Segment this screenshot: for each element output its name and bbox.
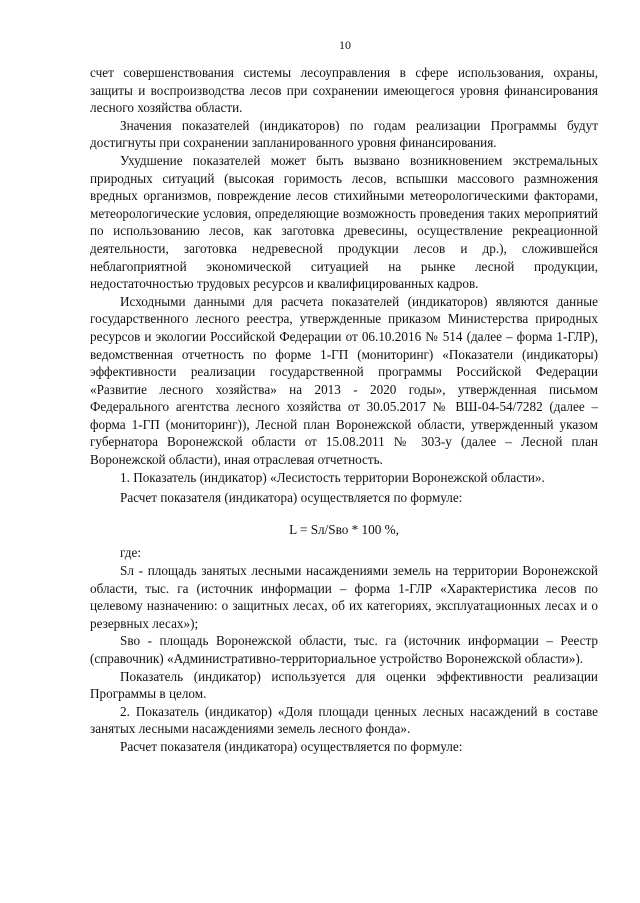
paragraph-indicator-values: Значения показателей (индикаторов) по годам реализации Программы будут достигнуты при сохранении запланированного уровня финансирования.	[90, 117, 598, 151]
definition-s-region: Sво - площадь Воронежской области, тыс. га (источник информации – Реестр (справочник) «Административно-территориальное устройство Воронежской области»).	[90, 633, 598, 666]
page-number: 10	[339, 38, 351, 52]
formula-forest-cover: L = Sл/Sво * 100 %,	[289, 521, 399, 537]
paragraph-indicator-usage: Показатель (индикатор) используется для оценки эффективности реализации Программы в целом.	[90, 668, 598, 702]
indicator-2-heading: 2. Показатель (индикатор) «Доля площади ценных лесных насаждений в составе занятых лесными насаждениями земель лесного фонда».	[90, 703, 598, 737]
document-body	[90, 64, 598, 756]
definition-s-forest: Sл - площадь занятых лесными насаждениями земель на территории Воронежской области, тыс. га (источник информации – форма 1-ГЛР «Характеристика лесов по целевому назначению: о защитных лесах, об их категориях, эксплуатационных лесах и о резервных лесах»);	[90, 563, 598, 631]
paragraph-source-data: Исходными данными для расчета показателей (индикаторов) являются данные государственного лесного реестра, утвержденные приказом Министерства природных ресурсов и экологии Российской Федерации от 06.10.2016 № 514 (далее – форма 1-ГЛР), ведомственная отчетность по форме 1-ГП (мониторинг) «Показатели (индикаторы) эффективности реализации государственной программы Российской Федерации «Развитие лесного хозяйства» на 2013 - 2020 годы», утвержденная письмом Федерального агентства лесного хозяйства от 30.05.2017 № ВШ-04-54/7282 (далее – форма 1-ГП (мониторинг)), Лесной план Воронежской области, утвержденный указом губернатора Воронежской области от 15.08.2011 № 303-у (далее – Лесной план Воронежской области), иная отраслевая отчетность.	[90, 293, 598, 468]
formula-intro-1: Расчет показателя (индикатора) осуществляется по формуле:	[120, 490, 463, 506]
paragraph-continuation: счет совершенствования системы лесоуправления в сфере использования, охраны, защиты и воспроизводства лесов при сохранении имеющегося уровня финансирования лесного хозяйства области.	[90, 65, 598, 116]
where-label: где:	[120, 545, 141, 561]
indicator-1-heading: 1. Показатель (индикатор) «Лесистость территории Воронежской области».	[120, 469, 545, 485]
formula-intro-2: Расчет показателя (индикатора) осуществляется по формуле:	[120, 738, 463, 754]
paragraph-deterioration: Ухудшение показателей может быть вызвано возникновением экстремальных природных ситуаций (высокая горимость лесов, вспышки массового размножения вредных организмов, повреждение лесов стихийными метеорологическими факторами, метеорологические условия, определяющие возможность проведения таких мероприятий по использованию лесов, как заготовка древесины, осуществление рекреационной деятельности, заготовка недревесной продукции лесов и др.), сложившейся неблагоприятной экономической ситуацией на рынке лесной продукции, недостаточностью трудовых ресурсов и квалифицированных кадров.	[90, 152, 598, 292]
